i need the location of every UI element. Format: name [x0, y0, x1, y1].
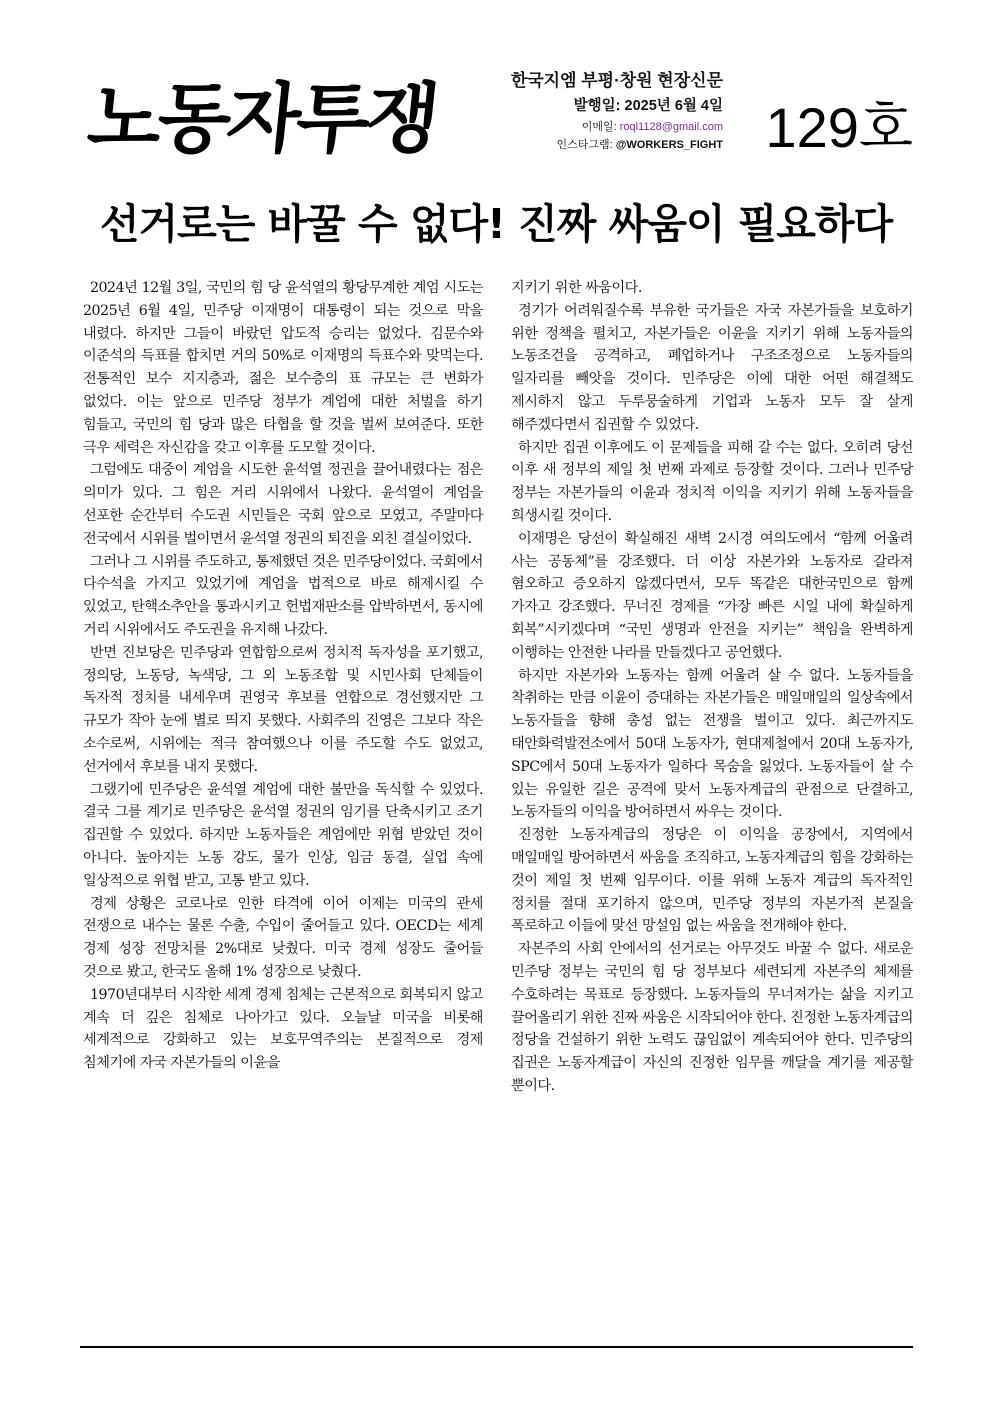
email-label: 이메일:	[581, 121, 617, 133]
article-column-left	[83, 277, 483, 1075]
instagram-handle[interactable]: @WORKERS_FIGHT	[615, 139, 723, 151]
email-line	[511, 118, 723, 136]
article-paragraph: 반면 진보당은 민주당과 연합함으로써 정치적 독자성을 포기했고, 정의당, 노동당, 녹색당, 그 외 노동조합 및 시민사회 단체들이 독자적 정치를 내세우며 권영국 후보를 연합으로 경선했지만 그 규모가 작아 눈에 별로 띄지 못했다. 사회주의 진영은 그보다 작은 소수로써, 시위에는 적극 참여했으나 이를 주도할 수도 없었고, 선거에서 후보를 내지 못했다.	[83, 644, 483, 775]
article-paragraph: 하지만 집권 이후에도 이 문제들을 피해 갈 수는 없다. 오히려 당선 이후 새 정부의 제일 첫 번째 과제로 등장할 것이다. 그러나 민주당 정부는 자본가들의 이윤과 정치적 이익을 지키기 위해 노동자들을 희생시킬 것이다.	[511, 439, 913, 524]
bottom-rule	[80, 1346, 913, 1348]
article-paragraph: 2024년 12월 3일, 국민의 힘 당 윤석열의 황당무계한 계엄 시도는 2025년 6월 4일, 민주당 이재명이 대통령이 되는 것으로 막을 내렸다. 하지만 그들이 바랐던 압도적 승리는 없었다. 김문수와 이준석의 득표를 합치면 거의 50%로 이재명의 득표수와 맞먹는다. 전통적인 보수 지지층과, 젊은 보수층의 표 규모는 큰 변화가 없었다. 이는 앞으로 민주당 정부가 계엄에 대한 처벌을 하기 힘들고, 국민의 힘 당과 많은 타협을 할 것을 벌써 보여준다. 또한 극우 세력은 자신감을 갖고 이후를 도모할 것이다.	[83, 280, 483, 456]
article-paragraph: 이재명은 당선이 확실해진 새벽 2시경 여의도에서 “함께 어울려 사는 공동체”를 강조했다. 더 이상 자본가와 노동자로 갈라져 혐오하고 증오하지 않겠다면서, 모두 똑같은 대한국민으로 함께 가자고 강조했다. 무너진 경제를 “가장 빠른 시일 내에 확실하게 회복”시키겠다며 “국민 생명과 안전을 지키는” 책임을 완벽하게 이행하는 안전한 나라를 만들겠다고 공언했다.	[511, 530, 913, 661]
masthead-meta	[511, 68, 723, 154]
article-paragraph: 그럼에도 대중이 계엄을 시도한 윤석열 정권을 끌어내렸다는 점은 의미가 있다. 그 힘은 거리 시위에서 나왔다. 윤석열이 계엄을 선포한 순간부터 수도권 시민들은 국회 앞으로 모였고, 주말마다 전국에서 시위를 벌이면서 윤석열 정권의 퇴진을 외친 결실이었다.	[83, 462, 483, 547]
article-paragraph: 자본주의 사회 안에서의 선거로는 아무것도 바꿀 수 없다. 새로운 민주당 정부는 국민의 힘 당 정부보다 세련되게 자본주의 체제를 수호하려는 목표로 등장했다. 노동자들의 무너져가는 삶을 지키고 끌어올리기 위한 진짜 싸움은 시작되어야 한다. 진정한 노동자계급의 정당을 건설하기 위한 노력도 끊임없이 계속되어야 한다. 민주당의 집권은 노동자계급이 자신의 진정한 임무를 깨달을 계기를 제공할 뿐이다.	[511, 941, 913, 1094]
instagram-line	[511, 136, 723, 154]
headline: 선거로는 바꿀 수 없다! 진짜 싸움이 필요하다	[99, 200, 893, 248]
article-paragraph-continued: 지키기 위한 싸움이다.	[511, 280, 642, 296]
article-paragraph: 1970년대부터 시작한 세계 경제 침체는 근본적으로 회복되지 않고 계속 더 깊은 침체로 나아가고 있다. 오늘날 미국을 비롯해 세계적으로 강화하고 있는 보호무역주의는 본질적으로 경제 침체기에 자국 자본가들의 이윤을	[83, 986, 483, 1072]
newsletter-logo: 노동자투쟁	[83, 74, 441, 163]
article-paragraph: 그랬기에 민주당은 윤석열 계엄에 대한 불만을 독식할 수 있었다. 결국 그를 계기로 민주당은 윤석열 정권의 임기를 단축시키고 조기 집권할 수 있었다. 하지만 노동자들은 계엄에만 위협 받았던 것이 아니다. 높아지는 노동 강도, 물가 인상, 임금 동결, 실업 속에 일상적으로 위협 받고, 고통 받고 있다.	[83, 781, 483, 889]
article-column-right	[511, 277, 913, 1098]
article-paragraph: 진정한 노동자계급의 정당은 이 이익을 공장에서, 지역에서 매일매일 방어하면서 싸움을 조직하고, 노동자계급의 힘을 강화하는 것이 제일 첫 번째 임무이다. 이를 위해 노동자 계급의 독자적인 정치를 절대 포기하지 않으며, 민주당 정부의 자본가적 본질을 폭로하고 이들에 맞선 망설임 없는 싸움을 전개해야 한다.	[511, 827, 913, 935]
masthead	[83, 68, 913, 170]
article-paragraph: 하지만 자본가와 노동자는 함께 어울려 살 수 없다. 노동자들을 착취하는 만큼 이윤이 증대하는 자본가들은 매일매일의 일상속에서 노동자들을 향해 총성 없는 전쟁을 벌이고 있다. 최근까지도 태안화력발전소에서 50대 노동자가, 현대제철에서 20대 노동자가, SPC에서 50대 노동자가 일하다 목숨을 잃었다. 노동자들이 살 수 있는 유일한 길은 공격에 맞서 노동자계급의 관점으로 단결하고, 노동자들의 이익을 방어하면서 싸우는 것이다.	[511, 667, 913, 821]
issue-number: 129호	[765, 96, 913, 159]
article-paragraph: 그러나 그 시위를 주도하고, 통제했던 것은 민주당이었다. 국회에서 다수석을 가지고 있었기에 계엄을 법적으로 바로 해제시킬 수 있었고, 탄핵소추안을 통과시키고 헌법재판소를 압박하면서, 동시에 거리 시위에서도 주도권을 유지해 나갔다.	[83, 553, 483, 638]
instagram-label: 인스타그램:	[556, 139, 613, 151]
issue-date: 발행일: 2025년 6월 4일	[573, 98, 723, 114]
article-paragraph: 경제 상황은 코로나로 인한 타격에 이어 이제는 미국의 관세 전쟁으로 내수는 물론 수출, 수입이 줄어들고 있다. OECD는 세계 경제 성장 전망치를 2%대로 낮췄다. 미국 경제 성장도 줄어들 것으로 봤고, 한국도 올해 1% 성장으로 낮췄다.	[83, 895, 483, 980]
email-address[interactable]: roql1128@gmail.com	[619, 121, 723, 133]
newsletter-subtitle: 한국지엠 부평·창원 현장신문	[510, 71, 723, 90]
article-paragraph: 경기가 어려워질수록 부유한 국가들은 자국 자본가들을 보호하기 위한 정책을 펼치고, 자본가들은 이윤을 지키기 위해 노동자들의 노동조건을 공격하고, 폐업하거나 구조조정으로 노동자들의 일자리를 빼앗을 것이다. 민주당은 이에 대한 어떤 해결책도 제시하지 않고 두루뭉술하게 기업과 노동자 모두 잘 살게 해주겠다면서 집권할 수 있었다.	[511, 302, 913, 433]
